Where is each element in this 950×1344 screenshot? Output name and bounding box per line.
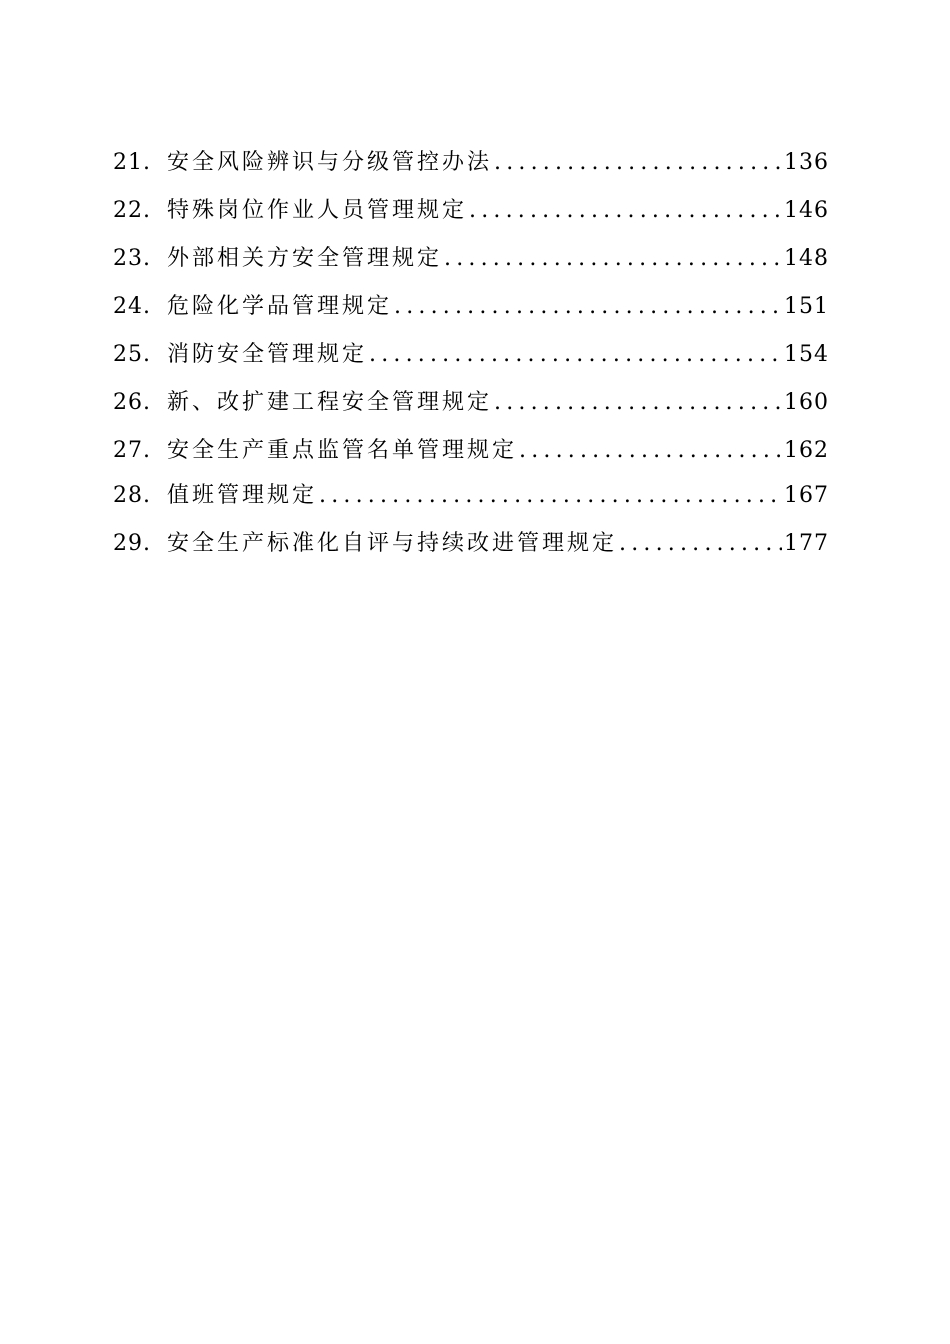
toc-entry-number: 24. [113, 294, 151, 319]
toc-entry-26 [113, 385, 829, 433]
toc-entry-page: 146 [784, 198, 829, 223]
toc-entry-title: 消防安全管理规定 [167, 342, 368, 367]
toc-entry-page: 177 [784, 531, 829, 556]
toc-entry-page: 162 [784, 438, 829, 463]
toc-entry-title: 安全风险辨识与分级管控办法 [167, 150, 493, 175]
toc-entry-number: 21. [113, 150, 151, 175]
toc-entry-number: 28. [113, 483, 151, 508]
toc-entry-number: 25. [113, 342, 151, 367]
toc-entry-number: 27. [113, 438, 151, 463]
toc-entry-title: 安全生产重点监管名单管理规定 [167, 438, 518, 463]
toc-entry-page: 136 [784, 150, 829, 175]
toc-dot-leader [444, 246, 782, 271]
toc-entry-title: 特殊岗位作业人员管理规定 [167, 198, 468, 223]
toc-entry-number: 23. [113, 246, 151, 271]
table-of-contents [113, 145, 829, 574]
toc-entry-title: 安全生产标准化自评与持续改进管理规定 [167, 531, 618, 556]
toc-entry-page: 167 [784, 483, 829, 508]
toc-dot-leader [519, 438, 782, 463]
toc-entry-page: 154 [784, 342, 829, 367]
toc-entry-25 [113, 337, 829, 385]
toc-entry-title: 值班管理规定 [167, 483, 318, 508]
toc-entry-number: 26. [113, 390, 151, 415]
toc-dot-leader [619, 531, 782, 556]
toc-dot-leader [494, 150, 782, 175]
toc-entry-title: 外部相关方安全管理规定 [167, 246, 443, 271]
toc-dot-leader [394, 294, 782, 319]
toc-entry-title: 新、改扩建工程安全管理规定 [167, 390, 493, 415]
toc-entry-title: 危险化学品管理规定 [167, 294, 393, 319]
toc-entry-22 [113, 193, 829, 241]
toc-entry-page: 148 [784, 246, 829, 271]
toc-entry-29 [113, 526, 829, 574]
toc-entry-24 [113, 289, 829, 337]
toc-entry-27 [113, 433, 829, 478]
toc-dot-leader [369, 342, 782, 367]
toc-entry-28 [113, 478, 829, 526]
toc-entry-23 [113, 241, 829, 289]
toc-dot-leader [319, 483, 782, 508]
toc-entry-page: 151 [784, 294, 829, 319]
toc-entry-21 [113, 145, 829, 193]
toc-dot-leader [469, 198, 782, 223]
toc-entry-number: 22. [113, 198, 151, 223]
toc-dot-leader [494, 390, 782, 415]
toc-entry-number: 29. [113, 531, 151, 556]
toc-entry-page: 160 [784, 390, 829, 415]
